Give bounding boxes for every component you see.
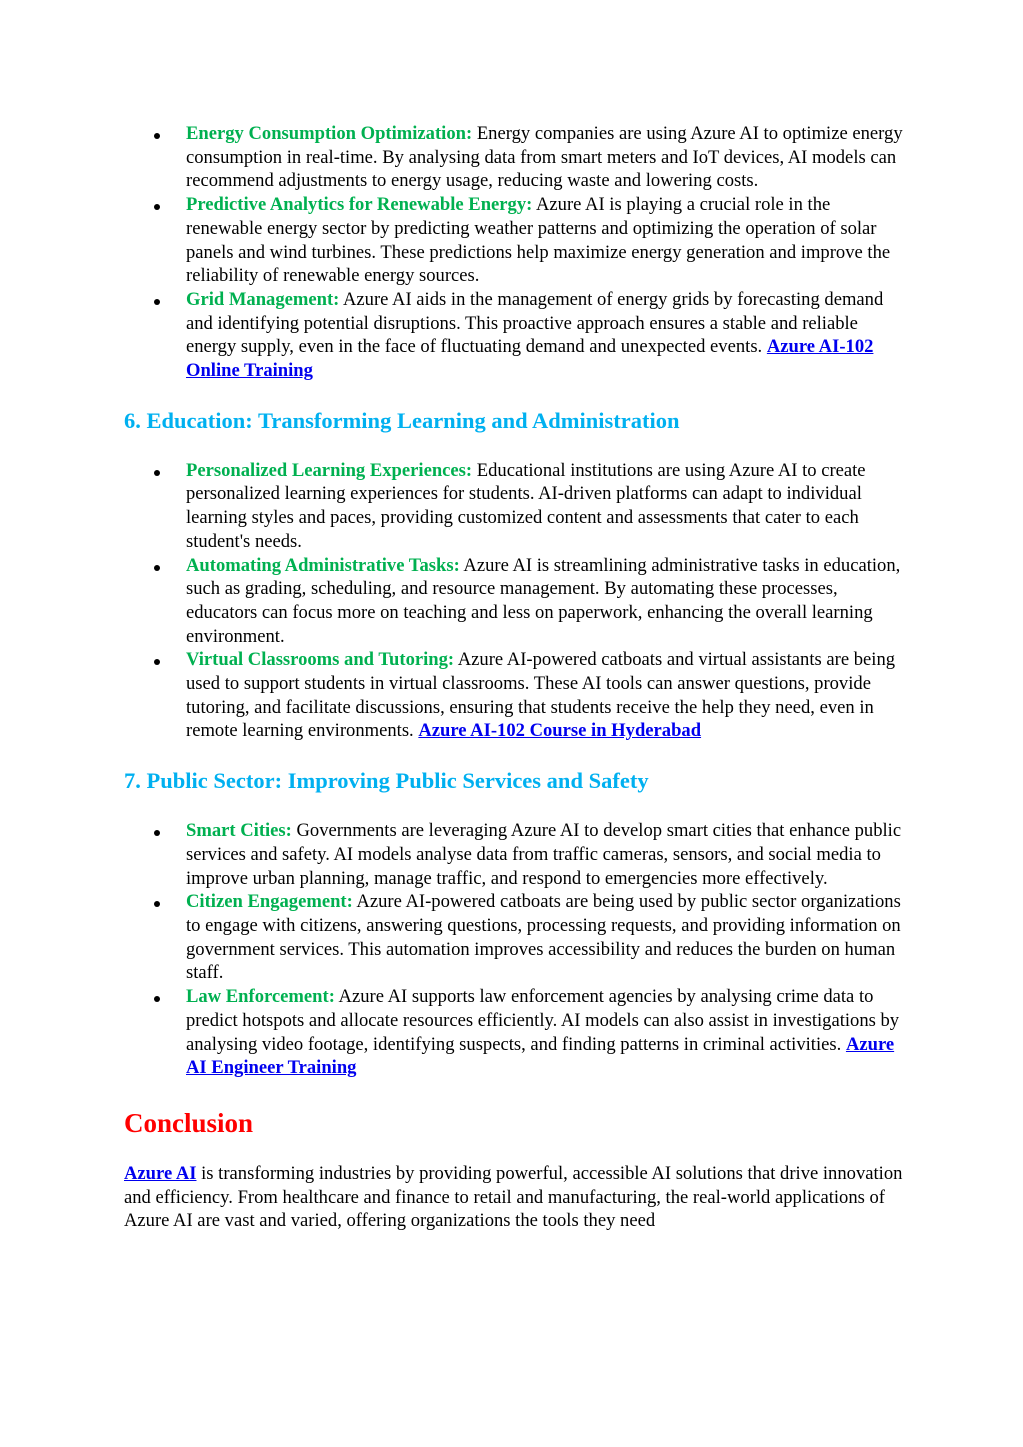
azure-ai-102-course-link[interactable]: Azure AI-102 Course in Hyderabad [418,720,702,742]
list-item [124,288,909,383]
list-item [124,819,909,890]
list-item [124,648,909,743]
item-text: Azure AI is streamlining administrative tasks in education, such as grading, scheduling, and resource management. By automating these processes, educators can focus more on teaching and less on paperwork, enhancing the overall learning environment. [186,554,901,647]
item-term: Law Enforcement: [186,986,335,1008]
item-text: Azure AI is playing a crucial role in the renewable energy sector by predicting weather patterns and optimizing the operation of solar panels and wind turbines. These predictions help maximize energy generation and improve the reliability of renewable energy sources. [186,194,891,287]
item-text: Energy companies are using Azure AI to optimize energy consumption in real-time. By analysing data from smart meters and IoT devices, AI models can recommend adjustments to energy usage, reducing waste and lowering costs. [186,123,903,192]
bullet-icon [154,565,160,571]
conclusion-text: is transforming industries by providing powerful, accessible AI solutions that drive innovation and efficiency. From healthcare and finance to retail and manufacturing, the real-world applications of Azure AI are vast and varied, offering organizations the tools they need [124,1162,903,1232]
conclusion-paragraph [124,1162,909,1233]
public-sector-list [124,819,909,1080]
item-term: Grid Management: [186,288,340,310]
conclusion-heading: Conclusion [124,1107,254,1138]
energy-list [124,122,909,383]
item-term: Virtual Classrooms and Tutoring: [186,649,455,671]
bullet-icon [154,133,160,139]
public-sector-heading: 7. Public Sector: Improving Public Services and Safety [124,768,649,794]
item-text: Azure AI aids in the management of energy grids by forecasting demand and identifying potential disruptions. This proactive approach ensures a stable and reliable energy supply, even in the face of fluctuating demand and unexpected events. [186,288,884,358]
azure-ai-102-online-training-link[interactable]: Azure AI-102 Online Training [186,336,874,382]
azure-ai-engineer-training-link[interactable]: Azure AI Engineer Training [186,1033,895,1079]
item-term: Predictive Analytics for Renewable Energy: [186,194,533,216]
bullet-icon [154,204,160,210]
bullet-icon [154,470,160,476]
item-text: Azure AI supports law enforcement agencies by analysing crime data to predict hotspots and allocate resources efficiently. AI models can also assist in investigations by analysing video footage, identifying suspects, and finding patterns in criminal activities. [186,986,900,1055]
item-term: Personalized Learning Experiences: [186,459,473,481]
education-list [124,459,909,743]
item-term: Automating Administrative Tasks: [186,554,460,576]
item-term: Energy Consumption Optimization: [186,123,473,144]
list-item [124,193,909,288]
bullet-icon [154,830,160,836]
bullet-icon [154,901,160,907]
education-heading: 6. Education: Transforming Learning and Administration [124,407,680,433]
list-item [124,890,909,985]
item-term: Citizen Engagement: [186,891,353,913]
bullet-icon [154,996,160,1002]
document-page [124,122,909,1233]
item-text: Governments are leveraging Azure AI to develop smart cities that enhance public services and safety. AI models analyse data from traffic cameras, sensors, and social media to improve urban planning, manage traffic, and respond to emergencies more effectively. [186,820,902,889]
bullet-icon [154,299,160,305]
list-item [124,459,909,554]
item-text: Azure AI-powered catboats and virtual assistants are being used to support students in virtual classrooms. These AI tools can answer questions, provide tutoring, and facilitate discussions, ensuring that students receive the help they need, even in remote learning environments. [186,649,896,742]
bullet-icon [154,659,160,665]
list-item [124,985,909,1080]
list-item [124,554,909,649]
item-text: Educational institutions are using Azure AI to create personalized learning experiences for students. AI-driven platforms can adapt to individual learning styles and paces, providing customized content and assessments that cater to each student's needs. [186,459,866,552]
azure-ai-link[interactable]: Azure AI [124,1162,197,1184]
item-text: Azure AI-powered catboats are being used by public sector organizations to engage with citizens, answering questions, processing requests, and providing information on government services. This automation improves accessibility and reduces the burden on human staff. [186,891,901,984]
item-term: Smart Cities: [186,820,292,842]
list-item [124,122,909,193]
